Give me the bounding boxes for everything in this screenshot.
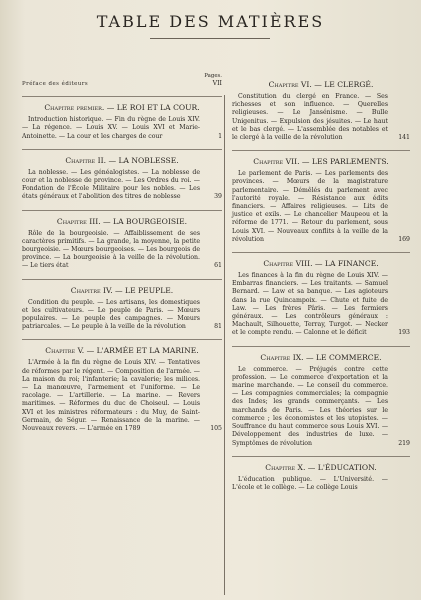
chapter-summary: Introduction historique. — Fin du règne de Louis XIV. — La régence. — Louis XV. — Louis XVI et Marie-Antoinette. — La cour et les charges de cour [22, 116, 200, 140]
chapter-title: — LA BOURGEOISIE. [103, 216, 188, 226]
separator [232, 456, 410, 457]
chapter-title: — LE ROI ET LA COUR. [106, 103, 200, 113]
chapter-summary: L'éducation publique. — L'Université. — L'école et le collège. — Le collège Louis [232, 475, 388, 491]
chapter-summary: Rôle de la bourgeoisie. — Affaiblissement de ses caractères primitifs. — La grande, la moyenne, la petite bourgeoisie. — Mœurs bourgeoises. — Les bourgeois de province. — La bourgeoisie à la veille de la révolution. — Le tiers état [22, 229, 200, 270]
chapter-title: — LES PARLEMENTS. [301, 157, 389, 167]
chapter-heading [22, 346, 222, 355]
page-number: 105 [210, 425, 222, 433]
separator [22, 210, 222, 211]
chapter-label: Chapitre premier. [44, 103, 105, 113]
chapter-summary: Les finances à la fin du règne de Louis XIV. — Embarras financiers. — Les traitants. — Samuel Bernard. — Law et sa banque. — Les agioteurs dans la rue Quincampoix. — Chute et fuite de Law. — Les frères Pâris. — Les fermiers généraux. — Les contrôleurs généraux : Machault, Silhouette, Terray, Turgot. — Necker et le compte rendu. — Calonne et le déficit [232, 272, 388, 337]
toc-entry [232, 463, 410, 492]
chapter-summary: L'Armée à la fin du règne de Louis XIV. — Tentatives de réformes par le régent. — Composition de l'armée. — La maison du roi; l'infanterie; la cavalerie; les milices. — La manœuvre, l'armement et l'uniforme. — Le racolage. — L'artillerie. — La marine. — Revers maritimes. — Réformes du duc de Choiseul. — Louis XVI et les ministres réformateurs : du Muy, de Saint-Germain, de Ségur. — Renaissance de la marine. — Nouveaux revers. — L'armée en 1789 [22, 359, 200, 433]
preface-entry [22, 73, 222, 88]
page-number: 61 [214, 262, 222, 270]
chapter-heading [232, 80, 410, 89]
toc-entry [232, 259, 410, 338]
chapter-title: — L'ARMÉE ET LA MARINE. [86, 346, 199, 356]
separator [22, 149, 222, 150]
toc-entry [22, 217, 222, 271]
separator [232, 150, 410, 151]
chapter-label: Chapitre III. [56, 216, 101, 226]
chapter-heading [22, 103, 222, 112]
chapter-label: Chapitre VII. [253, 157, 300, 167]
chapter-heading [232, 353, 410, 362]
separator [232, 252, 410, 253]
toc-entry [232, 353, 410, 448]
pages-label: Pages. [204, 73, 222, 79]
chapter-title: — LA NOBLESSE. [108, 155, 179, 165]
chapter-heading [232, 259, 410, 268]
toc-entry [232, 157, 410, 244]
chapter-title: — L'ÉDUCATION. [307, 462, 377, 472]
separator [22, 96, 222, 97]
chapter-label: Chapitre VI. [268, 80, 312, 89]
toc-entry [22, 286, 222, 332]
chapter-heading [22, 286, 222, 295]
chapter-title: — LA FINANCE. [314, 259, 379, 269]
chapter-label: Chapitre IX. [260, 352, 304, 362]
page-title: TABLE DES MATIÈRES [96, 12, 325, 31]
separator [232, 346, 410, 347]
chapter-label: Chapitre V. [45, 346, 85, 356]
column-divider [224, 95, 225, 595]
chapter-heading [232, 463, 410, 472]
chapter-label: Chapitre IV. [70, 285, 113, 295]
toc-entry [232, 80, 410, 142]
page-number: 169 [398, 235, 410, 243]
chapter-summary: La noblesse. — Les généalogistes. — La noblesse de cour et la noblesse de province. — Les Ordres du roi. — Fondation de l'École Militaire pour les nobles. — Les états généraux et l'abolition des titres de noblesse [22, 168, 200, 201]
chapter-label: Chapitre X. [265, 462, 306, 472]
page-number: 141 [398, 134, 410, 142]
chapter-heading [22, 217, 222, 226]
right-column [232, 80, 410, 500]
chapter-title: — LE COMMERCE. [305, 352, 382, 362]
left-column [22, 73, 222, 441]
page-number: 219 [398, 439, 410, 447]
chapter-summary: Le commerce. — Préjugés contre cette profession. — Le commerce d'exportation et la marine marchande. — Le conseil du commerce. — Les compagnies commerciales; la compagnie des Indes; les grands commerçants. — Les marchands de Paris. — Les théories sur le commerce ; les économistes et les utopistes. — Souffrance du haut commerce sous Louis XVI. — Développement des industries de luxe. — Symptômes de révolution [232, 365, 388, 447]
page-number: 39 [214, 193, 222, 201]
chapter-heading [232, 157, 410, 166]
preface-label: Préface des éditeurs [22, 81, 89, 87]
title-rule [150, 38, 270, 39]
page-number: 1 [218, 132, 222, 140]
chapter-label: Chapitre VIII. [263, 259, 313, 269]
preface-page: VII [212, 80, 222, 87]
toc-entry [22, 103, 222, 141]
chapter-heading [22, 156, 222, 165]
separator [22, 339, 222, 340]
separator [22, 279, 222, 280]
toc-entry [22, 346, 222, 433]
page-number: 81 [214, 323, 222, 331]
chapter-label: Chapitre II. [65, 155, 107, 165]
chapter-summary: Condition du peuple. — Les artisans, les domestiques et les cultivateurs. — Le peuple de Paris. — Mœurs populaires. — Le peuple des campagnes. — Mœurs patriarcales. — Le peuple à la veille de la révolution [22, 298, 200, 331]
toc-entry [22, 156, 222, 202]
page-number: 193 [398, 329, 410, 337]
chapter-title: — LE CLERGÉ. [314, 80, 374, 89]
chapter-title: — LE PEUPLE. [115, 285, 174, 295]
chapter-summary: Le parlement de Paris. — Les parlements des provinces. — Mœurs de la magistrature parlementaire. — Démêlés du parlement avec l'autorité royale. — Résistance aux édits financiers. — Affaires religieuses. — Lits de justice et exils. — Le chancelier Maupeou et la réforme de 1771. — Retour du parlement, sous Louis XVI. — Nouveaux conflits à la veille de la révolution [232, 170, 388, 243]
chapter-summary: Constitution du clergé en France. — Ses richesses et son influence. — Querelles religieuses. — Le Jansénisme. — Bulle Unigenitus. — Expulsion des jésuites. — Le haut et le bas clergé. — L'assemblée des notables et le clergé à la veille de la révolution [232, 93, 388, 142]
